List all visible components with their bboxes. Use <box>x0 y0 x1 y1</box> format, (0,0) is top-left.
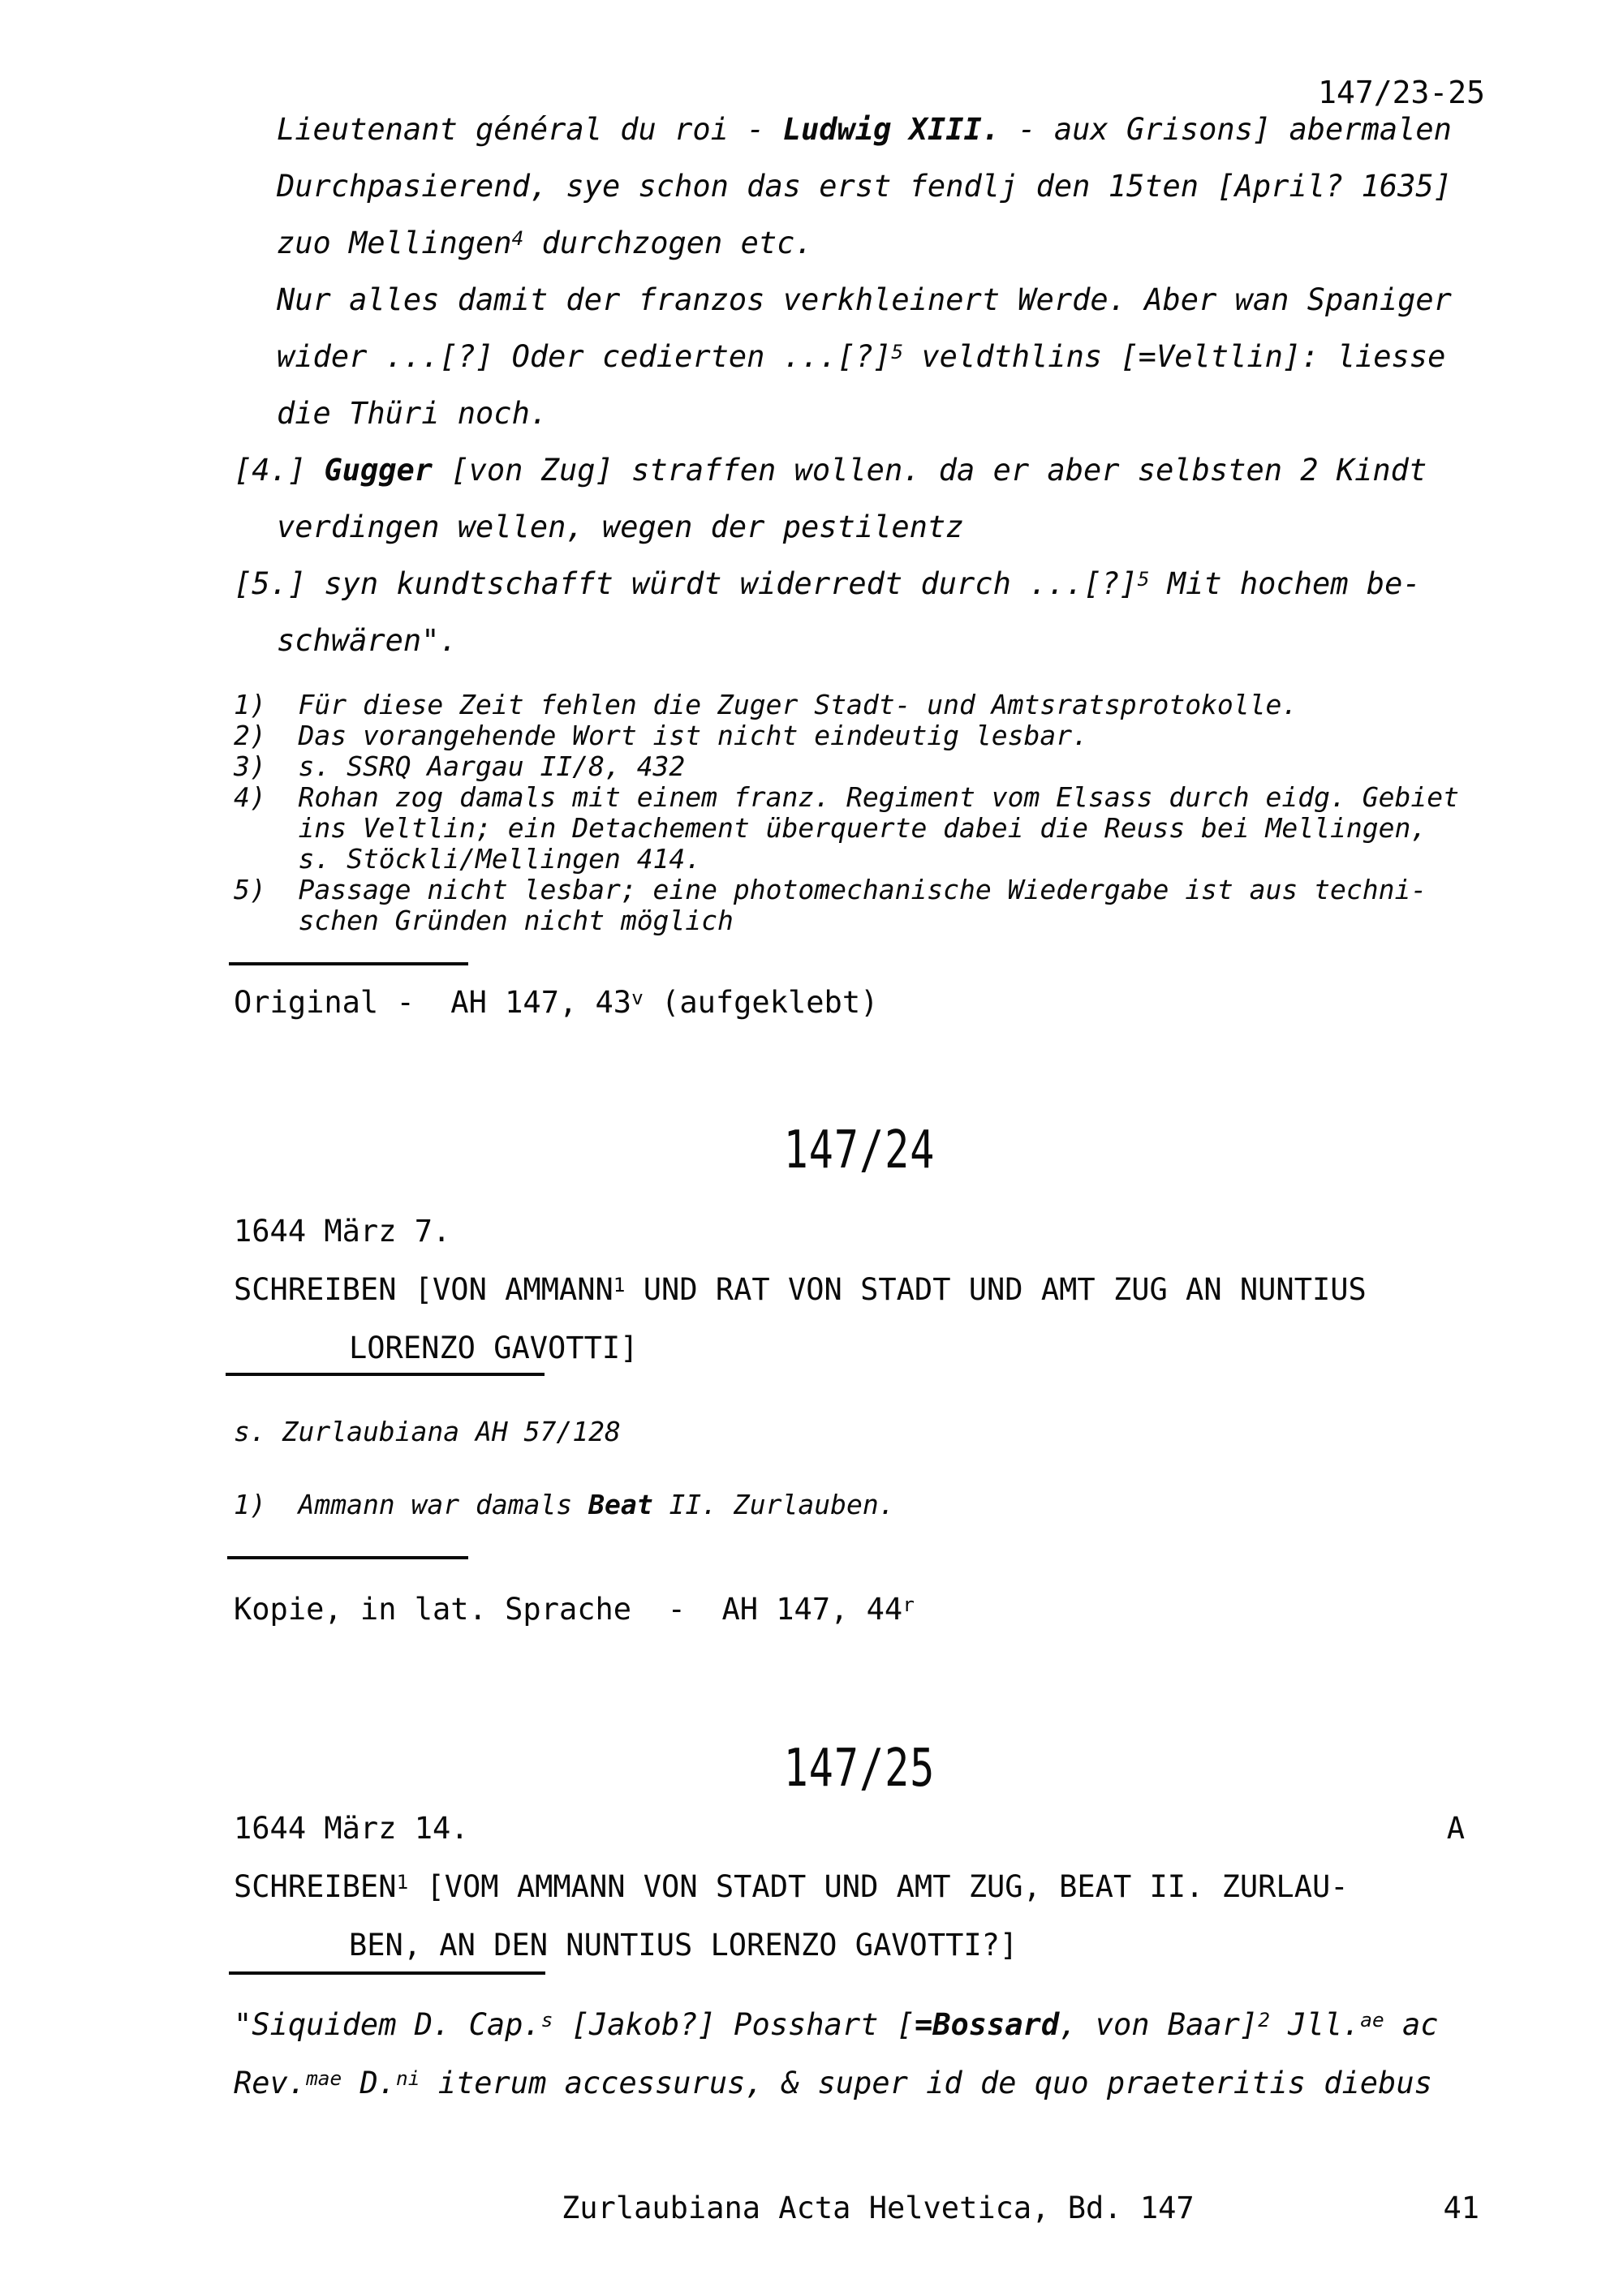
folio-superscript-r: r <box>902 1592 915 1616</box>
abbrev-superscript-s: s <box>540 2007 553 2032</box>
entry23-item-4 <box>234 453 1427 488</box>
footnote-1: 1) Für diese Zeit fehlen die Zuger Stadt- und Amtsratsprotokolle. <box>234 689 1298 720</box>
footnote-marker-5b: 5 <box>1137 566 1150 591</box>
entry24-number-heading: 147/24 <box>783 1120 936 1180</box>
entry23-line-1-bold: Ludwig XIII. <box>782 112 1001 147</box>
entry24-title-line-1 <box>234 1272 1367 1308</box>
entry25-date: 1644 März 14. <box>234 1811 469 1846</box>
divider-rule <box>227 1556 468 1559</box>
entry23-line-3 <box>277 226 813 261</box>
footnote-4-line-3: s. Stöckli/Mellingen 414. <box>234 843 702 875</box>
divider-rule <box>229 962 468 965</box>
entry25-quote-line-1 <box>234 2007 1439 2043</box>
entry23-line-1 <box>277 112 1452 148</box>
quote-text8: iterum accessurus, & super id de quo praeteritis diebus <box>420 2066 1432 2100</box>
source-line-23-text2: (aufgeklebt) <box>643 985 879 1020</box>
footnote-5-line-2: schen Gründen nicht möglich <box>234 905 734 936</box>
entry24-footnote-1-bold: Beat <box>588 1489 653 1520</box>
quote-text4: Jll. <box>1269 2007 1361 2042</box>
entry25-version-marker: A <box>1446 1811 1465 1846</box>
quote-text7: D. <box>342 2066 397 2100</box>
quote-text6: Rev. <box>234 2066 307 2100</box>
entry23-line-4: Nur alles damit der franzos verkhleinert Werde. Aber wan Spaniger <box>277 282 1452 317</box>
entry25-title-line-2: BEN, AN DEN NUNTIUS LORENZO GAVOTTI?] <box>349 1928 1018 1963</box>
abbrev-superscript-mae: mae <box>306 2066 342 2090</box>
entry23-line-3-text2: durchzogen etc. <box>523 226 813 260</box>
entry25-quote-line-2 <box>234 2066 1432 2101</box>
entry24-title-line-2: LORENZO GAVOTTI] <box>349 1331 639 1365</box>
entry23-item-4-bold: Gugger <box>324 453 433 488</box>
entry24-title-text: SCHREIBEN [VON AMMANN <box>234 1272 613 1307</box>
entry24-reference: s. Zurlaubiana AH 57/128 <box>234 1416 621 1447</box>
entry25-title-text: SCHREIBEN <box>234 1869 397 1904</box>
entry25-title-line-1 <box>234 1869 1349 1905</box>
entry24-title-text2: UND RAT VON STADT UND AMT ZUG AN NUNTIUS <box>625 1272 1367 1307</box>
entry24-footnote-1-text2: II. Zurlauben. <box>652 1489 895 1520</box>
footnote-3: 3) s. SSRQ Aargau II/8, 432 <box>234 750 686 782</box>
entry23-line-2: Durchpasierend, sye schon das erst fendlj den 15ten [April? 1635] <box>277 169 1452 204</box>
quote-text3: , von Baar] <box>1059 2007 1259 2042</box>
entry23-line-6: die Thüri noch. <box>277 396 549 431</box>
footnote-marker-1b: 1 <box>396 1869 409 1894</box>
entry25-number-heading: 147/25 <box>783 1738 936 1799</box>
entry23-line-5 <box>277 339 1445 375</box>
entry23-item-5 <box>234 566 1421 602</box>
entry24-footnote-1-text: 1) Ammann war damals <box>234 1489 589 1520</box>
entry23-line-5-text: wider ...[?] Oder cedierten ...[?] <box>277 339 892 374</box>
footnote-marker-5: 5 <box>891 339 904 363</box>
source-line-24-text: Kopie, in lat. Sprache - AH 147, 44 <box>234 1592 903 1627</box>
footnote-marker-1: 1 <box>613 1272 626 1296</box>
footnote-4-line-2: ins Veltlin; ein Detachement überquerte dabei die Reuss bei Mellingen, <box>234 812 1427 844</box>
entry23-item-5-cont: schwären". <box>277 623 458 658</box>
entry23-item-4-text: [von Zug] straffen wollen. da er aber selbsten 2 Kindt <box>433 453 1427 488</box>
entry23-line-1-text: Lieutenant général du roi - <box>277 112 783 147</box>
entry23-line-5-text2: veldthlins [=Veltlin]: liesse <box>903 339 1446 374</box>
footer-title: Zurlaubiana Acta Helvetica, Bd. 147 <box>562 2191 1195 2225</box>
quote-text: "Siquidem D. Cap. <box>234 2007 541 2042</box>
source-line-23-text: Original - AH 147, 43 <box>234 985 632 1020</box>
entry23-item-5-text: [5.] syn kundtschafft würdt widerredt durch ...[?] <box>234 566 1138 601</box>
entry23-item-4-label: [4.] <box>234 453 325 488</box>
entry24-date: 1644 März 7. <box>234 1214 451 1249</box>
entry24-footnote-1 <box>234 1490 895 1521</box>
source-line-23 <box>234 985 878 1021</box>
footnote-4-line-1: 4) Rohan zog damals mit einem franz. Regiment vom Elsass durch eidg. Gebiet <box>234 781 1459 813</box>
entry23-item-4-cont: verdingen wellen, wegen der pestilentz <box>277 510 964 544</box>
footnote-2: 2) Das vorangehende Wort ist nicht eindeutig lesbar. <box>234 720 1088 751</box>
abbrev-superscript-ni: ni <box>396 2066 420 2090</box>
footnote-5-line-1: 5) Passage nicht lesbar; eine photomechanische Wiedergabe ist aus techni- <box>234 874 1427 905</box>
quote-text5: ac <box>1384 2007 1439 2042</box>
quote-bold-name: =Bossard <box>914 2007 1060 2042</box>
quote-text2: [Jakob?] Posshart [ <box>553 2007 915 2042</box>
footer-page-number: 41 <box>1443 2191 1479 2225</box>
entry23-item-5-text2: Mit hochem be- <box>1149 566 1421 601</box>
divider-rule <box>229 1971 545 1975</box>
divider-rule <box>226 1373 545 1376</box>
footnote-marker-2: 2 <box>1258 2007 1270 2032</box>
entry23-line-1-text2: - aux Grisons] abermalen <box>1000 112 1452 147</box>
entry23-line-3-text: zuo Mellingen <box>277 226 512 260</box>
folio-superscript-v: v <box>631 985 644 1009</box>
footnote-marker-4: 4 <box>511 226 524 250</box>
source-line-24 <box>234 1592 915 1627</box>
entry25-title-text2: [VOM AMMANN VON STADT UND AMT ZUG, BEAT II. ZURLAU- <box>408 1869 1349 1904</box>
header-doc-ref: 147/23-25 <box>1318 75 1485 110</box>
abbrev-superscript-ae: ae <box>1360 2007 1384 2032</box>
